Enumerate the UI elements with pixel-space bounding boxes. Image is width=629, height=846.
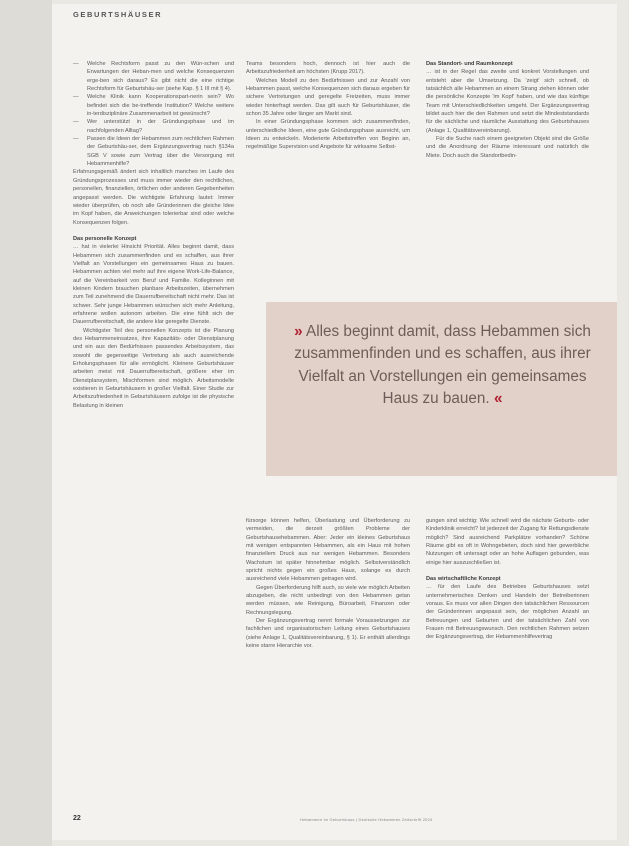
heading-standort-konzept: Das Standort- und Raumkonzept xyxy=(426,61,513,67)
bullet-item: — Wer unterstützt in der Gründungsphase und im nachfolgenden Alltag? xyxy=(73,119,234,134)
column-1 xyxy=(73,60,234,410)
paragraph: Für die Suche nach einem geeigneten Objekt sind die Größe und die Anordnung der Räume interessant und natürlich die Miete. Doch auch die Standortbedin- xyxy=(426,136,589,159)
column-3-top xyxy=(426,60,589,160)
column-2-bottom xyxy=(246,517,410,651)
column-3-bottom xyxy=(426,517,589,642)
section-header: GEBURTSHÄUSER xyxy=(73,10,163,19)
paragraph: … für den Laufe des Betriebes Geburtshauses setzt unternehmerisches Denken und Handeln der Betreiberinnen voraus. Es muss vor allen Dingen den tatsächlichen Ressourcen der Gründerinnen angepasst sein, der möglichen Anzahl an Betreuungen und Geburten und der tatsächlichen Zahl von Frauen mit Betreuungswunsch. Den rechtlichen Rahmen setzen der Ergänzungsvertrag, der Hebammenhilfevertrag xyxy=(426,584,589,641)
heading-personelles-konzept: Das personelle Konzept xyxy=(73,235,137,242)
paragraph: … hat in vielerlei Hinsicht Priorität. Alles beginnt damit, dass Hebammen sich zusammenfinden und es schaffen, aus ihrer Vielfalt an Vorstellungen ein gemeinsames Haus zu bauen. Hebammen achten viel mehr auf ihre eigene Work-Life-Balance, auf die Vereinbarkeit von Beruf und Familie. Kolleginnen mit kleinen Kindern brauchen planbare Arbeitszeiten, übernehmen zum Teil zunehmend die Dauerrufbereitschaft nicht mehr. Das ist schwer. Sehr junge Hebammen wünschen sich mehr Anleitung, erfahrene wollen autonom arbeiten. Die eine fühlt sich der Dauerrufbereitschaft, die andere klar geregelte Dienste. xyxy=(73,244,234,326)
pull-quote xyxy=(285,321,600,410)
paragraph: Gegen Überforderung hilft auch, so viele wie möglich Arbeiten abzugeben, die nicht unbedingt von den Hebammen getan werden müssen, wie Reinigung, Büroarbeit, Finanzen oder Rechnungslegung. xyxy=(246,584,410,616)
bullet-item: — Passen die Ideen der Hebammen zum rechtlichen Rahmen der Geburtshäu-ser, dem Ergänzungsvertrag nach §134a SGB V sowie zum Vertrag über die Versorgung mit Hebammenhilfe? xyxy=(73,136,234,168)
paragraph: Erfahrungsgemäß ändert sich inhaltlich manches im Laufe des Gründungsprozesses und muss immer wieder den rechtlichen, personellen, finanziellen, örtlichen oder anderen Gegebenheiten angepasst werden. Die wichtigste Erfahrung lautet: Immer wieder überprüfen, ob noch alle Gründerinnen die gleiche Idee im Kopf haben, die Anweichungen tolerierbar sind oder welche Konsequenzen folgen. xyxy=(73,169,234,226)
paragraph: In einer Gründungsphase kommen sich zusammenfinden, unterschiedliche Ideen, eine gute Gründungsphase ausreicht, um Ideen zu entwickeln. Moderierte Arbeitstreffen von Beginn an, regelmäßige Supervision und Angebote für wirksame Selbst- xyxy=(246,119,410,151)
footer-note: Hebammen im Geburtshaus | Deutsche Hebammen Zeitschrift 2024 xyxy=(300,817,433,822)
column-2-top xyxy=(246,60,410,152)
page-edge xyxy=(0,0,52,846)
paragraph: fürsorge können helfen, Überlastung und Überforderung zu vermeiden, die derzeit größten Probleme der Geburtshausehebammen. Aber: Jeder ein kleines Geburtshaus mit wenigen entspannten Hebammen, als ein Haus mit hohen finanziellem Druck aus nur wenigen Hebammen. Besonders Wachstum ist später hinnehmbar möglich. Selbstverständlich spricht nichts gegen ein großes Haus, solange es durch ausreichend viele Hebammen getragen wird. xyxy=(246,518,410,583)
quote-open-mark: » xyxy=(294,323,303,340)
paragraph: Teams besonders hoch, dennoch ist hier auch die Arbeitszufriedenheit am höchsten (Krupp 2017). xyxy=(246,61,410,76)
bullet-item: — Welche Rechtsform passt zu den Wün-schen und Erwartungen der Heban-men und welche Konsequenzen erge-ben sich daraus? Es gibt nicht die eine richtige Rechtsform für Geburtshäu-ser (siehe Kap. § 1 III mit § 4). xyxy=(73,61,234,93)
heading-wirtschaftliches-konzept: Das wirtschaftliche Konzept xyxy=(426,576,501,583)
paragraph: gungen sind wichtig: Wie schnell wird die nächste Geburts- oder Kinderklinik erreicht? Ist jederzeit der Zugang für Rettungsdienste möglich? Sind ausreichend Parkplätze vorhanden? Schöne Räume gibt es oft in Wohngebieten, doch sind hier gewerbliche Nutzungen oft untersagt oder an hohe Auflagen gebunden, was einige hier auszuschließen ist. xyxy=(426,518,589,566)
bullet-item: — Welche Klinik kann Kooperationspart-nerin sein? Wo befindet sich die be-treffende Institution? Welche weitere in-terdisziplinäre Zusammenarbeit ist gewünscht? xyxy=(73,94,234,118)
quote-close-mark: « xyxy=(493,389,503,407)
paragraph: Der Ergänzungsvertrag nennt formale Voraussetzungen zur fachlichen und organisatorischen Leitung eines Geburtshauses (siehe Anlage 1, Qualitätsvereinbarung, § 1). Er enthält allerdings keine starre Hierarchie vor. xyxy=(246,618,410,650)
paragraph: … ist in der Regel das zweite und konkret Vorstellungen und entsteht aber die Umsetzung. Da 'zeigt' sich schnell, ob tatsächlich alle Hebammen an einem Strang ziehen können oder die persönliche Konzepte 'im Kopf' haben, und wie das künftige Team mit Unterschiedlichkeiten umgeht. Der Ergänzungsvertrag bildet auch hier die den Rahmen und setzt die Mindeststandards für die sächliche und räumliche Ausstattung des Geburtshauses (Anlage 1, Qualitätsvereinbarung). xyxy=(426,69,589,134)
paragraph: Welches Modell zu den Bedürfnissen und zur Anzahl von Hebammen passt, welche Konsequenzen sich daraus ergeben für sichere Vertretungen und geregelte Freizeiten, muss immer wieder hinterfragt werden. Das gilt auch für Geburtshäuser, die schon 35 Jahre oder länger am Markt sind. xyxy=(246,77,410,118)
paragraph: Wichtigster Teil des personellen Konzepts ist die Planung des Hebammeneinsatzes, ihre Kapazitäts- oder Dienstplanung und ein aus den Bedürfnissen passendes Arbeitssystem, das sowohl die gegenseitige Vertretung als auch ausreichende Erholungsphasen für alle ermöglicht. Kleinere Geburtshäuser arbeiten meist mit Dauerrufbereitschaft, größere eher im Dienstplansystem, Mischformen sind möglich. Arbeitsmodelle existieren in Geburtshäusern in großer Vielfalt. Einer Studie zur Arbeitszufriedenheit in Geburtshäusern zufolge ist die physische Belastung in kleinen xyxy=(73,327,234,409)
page-number: 22 xyxy=(73,815,81,822)
quote-text: Alles beginnt damit, dass Hebammen sich zusammenfinden und es schaffen, aus ihrer Vielfalt an Vorstellungen ein gemeinsames Haus zu bauen. xyxy=(294,323,591,407)
